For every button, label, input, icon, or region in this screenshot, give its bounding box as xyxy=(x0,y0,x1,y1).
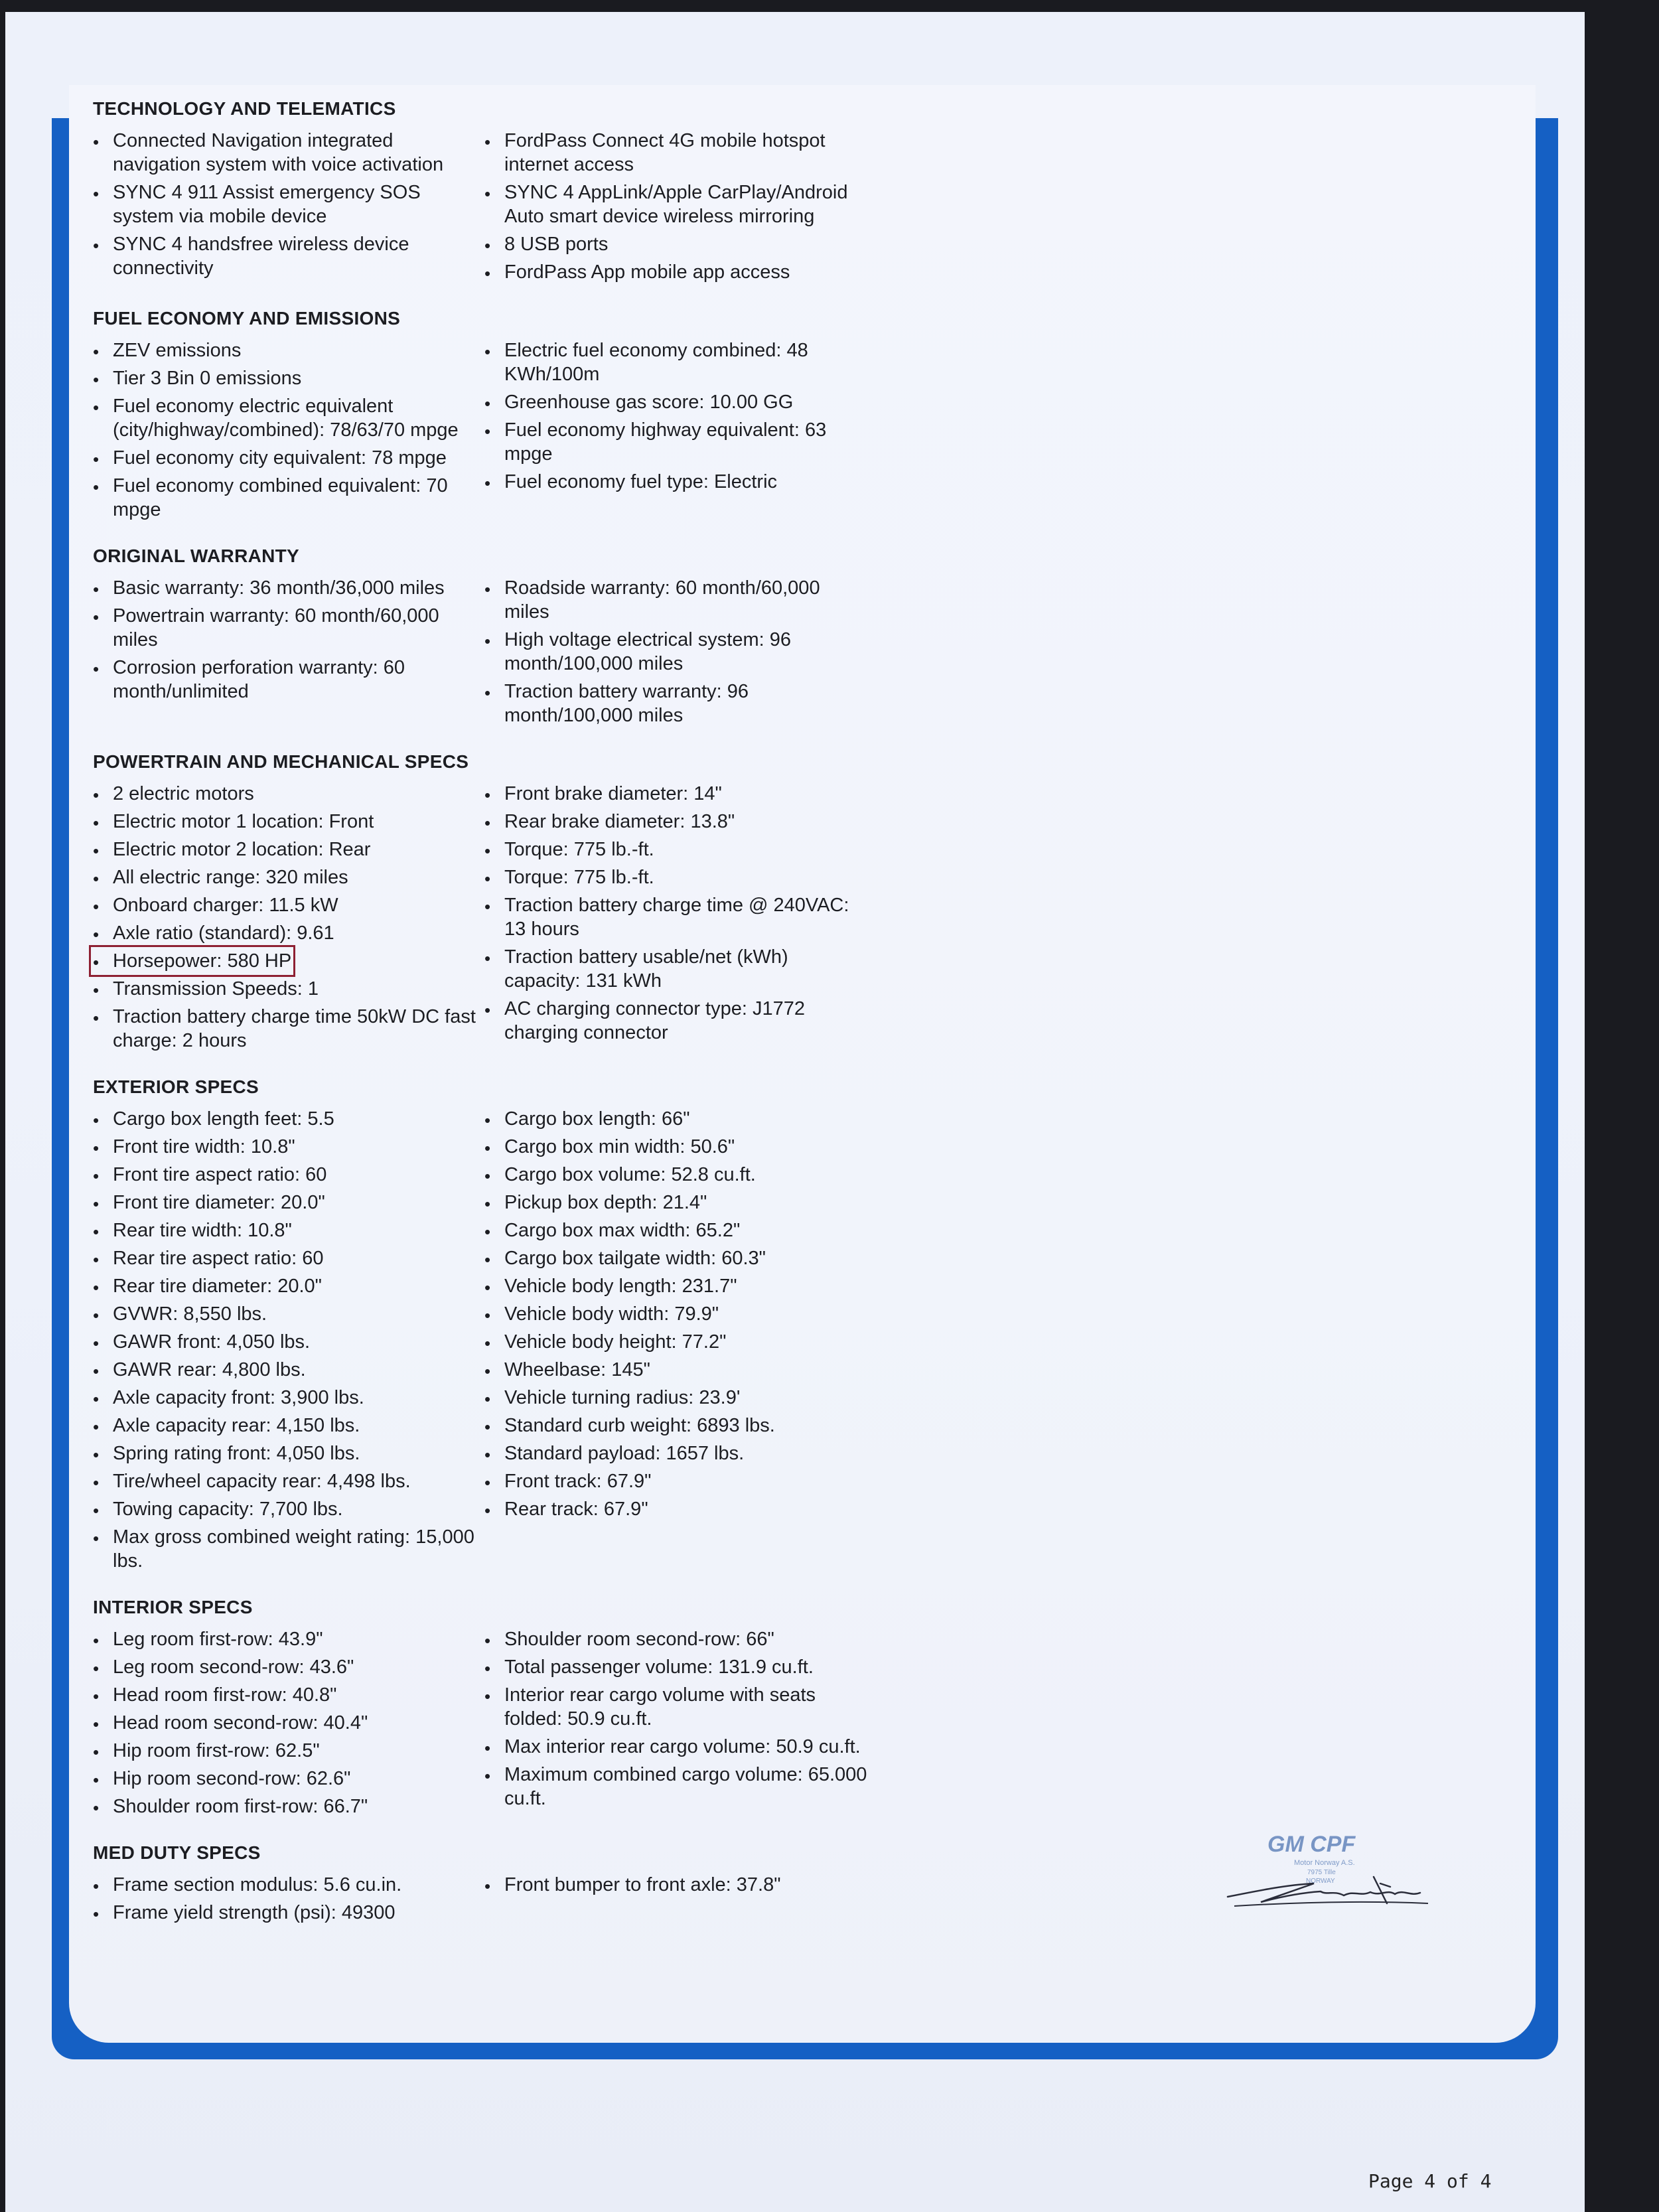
spec-item: • Cargo box length: 66" xyxy=(484,1107,690,1131)
spec-item: • Frame section modulus: 5.6 cu.in. xyxy=(93,1873,401,1897)
spec-item: • SYNC 4 AppLink/Apple CarPlay/Android Auto smart device wireless mirroring xyxy=(484,181,869,228)
spec-item: • ZEV emissions xyxy=(93,338,241,362)
spec-item: • Front brake diameter: 14" xyxy=(484,782,722,806)
section-title: ORIGINAL WARRANTY xyxy=(93,546,300,566)
spec-item: • Rear tire aspect ratio: 60 xyxy=(93,1246,324,1270)
spec-item: • GAWR rear: 4,800 lbs. xyxy=(93,1358,306,1382)
stamp-line-2: 7975 Tille xyxy=(1307,1869,1336,1876)
spec-item: • Shoulder room second-row: 66" xyxy=(484,1627,774,1651)
spec-item: • Basic warranty: 36 month/36,000 miles xyxy=(93,576,445,600)
spec-item: • Electric motor 1 location: Front xyxy=(93,810,374,834)
spec-item: • Front track: 67.9" xyxy=(484,1469,651,1493)
spec-item: • Torque: 775 lb.-ft. xyxy=(484,838,654,861)
spec-column-right xyxy=(484,782,869,1057)
spec-column-right xyxy=(484,338,869,526)
spec-item: • 8 USB ports xyxy=(484,232,608,256)
spec-item: • Shoulder room first-row: 66.7" xyxy=(93,1795,368,1818)
spec-section xyxy=(93,308,956,526)
dealer-stamp-signature xyxy=(1221,1824,1433,1930)
stamp-logo: GM CPF xyxy=(1267,1832,1356,1857)
spec-item: • Cargo box length feet: 5.5 xyxy=(93,1107,334,1131)
spec-section xyxy=(93,98,956,288)
spec-item: • Front bumper to front axle: 37.8" xyxy=(484,1873,781,1897)
spec-item: • Cargo box max width: 65.2" xyxy=(484,1218,740,1242)
stamp-line-1: Motor Norway A.S. xyxy=(1294,1859,1355,1867)
spec-item: • Front tire diameter: 20.0" xyxy=(93,1191,325,1215)
spec-item: • Greenhouse gas score: 10.00 GG xyxy=(484,390,793,414)
spec-item: • Axle ratio (standard): 9.61 xyxy=(93,921,334,945)
spec-item: • Rear tire width: 10.8" xyxy=(93,1218,292,1242)
spec-item: • FordPass App mobile app access xyxy=(484,260,790,284)
spec-item: • Standard curb weight: 6893 lbs. xyxy=(484,1414,775,1438)
section-title: POWERTRAIN AND MECHANICAL SPECS xyxy=(93,751,469,772)
spec-item: • Hip room second-row: 62.6" xyxy=(93,1767,350,1791)
spec-item: • Powertrain warranty: 60 month/60,000 miles xyxy=(93,604,478,652)
spec-item: • Maximum combined cargo volume: 65.000 cu.ft. xyxy=(484,1763,869,1810)
spec-item-highlighted: • Horsepower: 580 HP xyxy=(93,949,291,973)
spec-column-right xyxy=(484,1873,869,1929)
spec-column-left xyxy=(93,576,478,731)
spec-item: • Rear tire diameter: 20.0" xyxy=(93,1274,322,1298)
spec-section xyxy=(93,1597,956,1822)
spec-section xyxy=(93,1842,956,1929)
spec-item: • 2 electric motors xyxy=(93,782,254,806)
spec-item: • Towing capacity: 7,700 lbs. xyxy=(93,1497,343,1521)
section-title: FUEL ECONOMY AND EMISSIONS xyxy=(93,308,401,329)
spec-section xyxy=(93,1076,956,1577)
spec-column-left xyxy=(93,1107,478,1577)
section-title: MED DUTY SPECS xyxy=(93,1842,261,1863)
spec-column-right xyxy=(484,129,869,288)
spec-item: • Head room first-row: 40.8" xyxy=(93,1683,336,1707)
spec-item: • Axle capacity front: 3,900 lbs. xyxy=(93,1386,364,1410)
spec-item: • Pickup box depth: 21.4" xyxy=(484,1191,707,1215)
spec-item: • Electric fuel economy combined: 48 KWh/100m xyxy=(484,338,869,386)
spec-column-right xyxy=(484,1627,869,1822)
spec-column-left xyxy=(93,129,478,288)
section-title: EXTERIOR SPECS xyxy=(93,1076,259,1097)
spec-item: • GAWR front: 4,050 lbs. xyxy=(93,1330,310,1354)
stamp-line-3: NORWAY xyxy=(1306,1878,1335,1885)
spec-item: • Corrosion perforation warranty: 60 month/unlimited xyxy=(93,656,478,703)
spec-item: • Electric motor 2 location: Rear xyxy=(93,838,370,861)
spec-item: • Leg room first-row: 43.9" xyxy=(93,1627,323,1651)
spec-item: • Front tire aspect ratio: 60 xyxy=(93,1163,326,1187)
spec-section xyxy=(93,546,956,731)
spec-item: • FordPass Connect 4G mobile hotspot internet access xyxy=(484,129,869,177)
spec-sheet-content xyxy=(93,98,956,1949)
spec-item: • AC charging connector type: J1772 charging connector xyxy=(484,997,869,1045)
spec-item: • Cargo box min width: 50.6" xyxy=(484,1135,735,1159)
spec-item: • Traction battery charge time 50kW DC fast charge: 2 hours xyxy=(93,1005,478,1053)
spec-item: • Fuel economy highway equivalent: 63 mpge xyxy=(484,418,869,466)
spec-item: • Leg room second-row: 43.6" xyxy=(93,1655,354,1679)
spec-item: • Roadside warranty: 60 month/60,000 miles xyxy=(484,576,869,624)
spec-item: • Connected Navigation integrated navigation system with voice activation xyxy=(93,129,478,177)
spec-item: • Tire/wheel capacity rear: 4,498 lbs. xyxy=(93,1469,411,1493)
spec-item: • Vehicle body height: 77.2" xyxy=(484,1330,726,1354)
spec-column-left xyxy=(93,782,478,1057)
spec-item: • Frame yield strength (psi): 49300 xyxy=(93,1901,396,1925)
spec-item: • Interior rear cargo volume with seats folded: 50.9 cu.ft. xyxy=(484,1683,869,1731)
section-title: TECHNOLOGY AND TELEMATICS xyxy=(93,98,396,119)
spec-item: • All electric range: 320 miles xyxy=(93,865,348,889)
section-title: INTERIOR SPECS xyxy=(93,1597,253,1617)
spec-item: • SYNC 4 911 Assist emergency SOS system via mobile device xyxy=(93,181,478,228)
spec-item: • Fuel economy electric equivalent (city/highway/combined): 78/63/70 mpge xyxy=(93,394,478,442)
spec-item: • Wheelbase: 145" xyxy=(484,1358,650,1382)
spec-item: • Total passenger volume: 131.9 cu.ft. xyxy=(484,1655,814,1679)
spec-item: • Axle capacity rear: 4,150 lbs. xyxy=(93,1414,360,1438)
spec-item: • Head room second-row: 40.4" xyxy=(93,1711,368,1735)
spec-item: • Spring rating front: 4,050 lbs. xyxy=(93,1441,360,1465)
spec-item: • Traction battery warranty: 96 month/100,000 miles xyxy=(484,680,869,727)
spec-column-right xyxy=(484,1107,869,1577)
spec-item: • Standard payload: 1657 lbs. xyxy=(484,1441,744,1465)
spec-item: • Fuel economy city equivalent: 78 mpge xyxy=(93,446,447,470)
spec-item: • Rear brake diameter: 13.8" xyxy=(484,810,735,834)
spec-item: • Cargo box volume: 52.8 cu.ft. xyxy=(484,1163,756,1187)
spec-item: • Traction battery usable/net (kWh) capacity: 131 kWh xyxy=(484,945,869,993)
spec-item: • Vehicle turning radius: 23.9' xyxy=(484,1386,740,1410)
spec-item: • Transmission Speeds: 1 xyxy=(93,977,319,1001)
spec-item: • Vehicle body length: 231.7" xyxy=(484,1274,737,1298)
spec-item: • Fuel economy fuel type: Electric xyxy=(484,470,777,494)
page-number: Page 4 of 4 xyxy=(1368,2170,1492,2192)
spec-item: • SYNC 4 handsfree wireless device connectivity xyxy=(93,232,478,280)
spec-item: • Max interior rear cargo volume: 50.9 cu.ft. xyxy=(484,1735,861,1759)
spec-item: • Max gross combined weight rating: 15,000 lbs. xyxy=(93,1525,478,1573)
spec-column-left xyxy=(93,338,478,526)
spec-item: • Fuel economy combined equivalent: 70 mpge xyxy=(93,474,478,522)
spec-item: • Tier 3 Bin 0 emissions xyxy=(93,366,301,390)
spec-item: • GVWR: 8,550 lbs. xyxy=(93,1302,267,1326)
spec-item: • Vehicle body width: 79.9" xyxy=(484,1302,719,1326)
spec-column-left xyxy=(93,1627,478,1822)
spec-item: • Rear track: 67.9" xyxy=(484,1497,648,1521)
spec-section xyxy=(93,751,956,1057)
spec-column-left xyxy=(93,1873,478,1929)
spec-item: • Front tire width: 10.8" xyxy=(93,1135,295,1159)
spec-item: • Torque: 775 lb.-ft. xyxy=(484,865,654,889)
spec-item: • Hip room first-row: 62.5" xyxy=(93,1739,320,1763)
spec-column-right xyxy=(484,576,869,731)
spec-item: • Cargo box tailgate width: 60.3" xyxy=(484,1246,766,1270)
spec-item: • Onboard charger: 11.5 kW xyxy=(93,893,338,917)
spec-item: • High voltage electrical system: 96 month/100,000 miles xyxy=(484,628,869,676)
spec-item: • Traction battery charge time @ 240VAC: 13 hours xyxy=(484,893,869,941)
